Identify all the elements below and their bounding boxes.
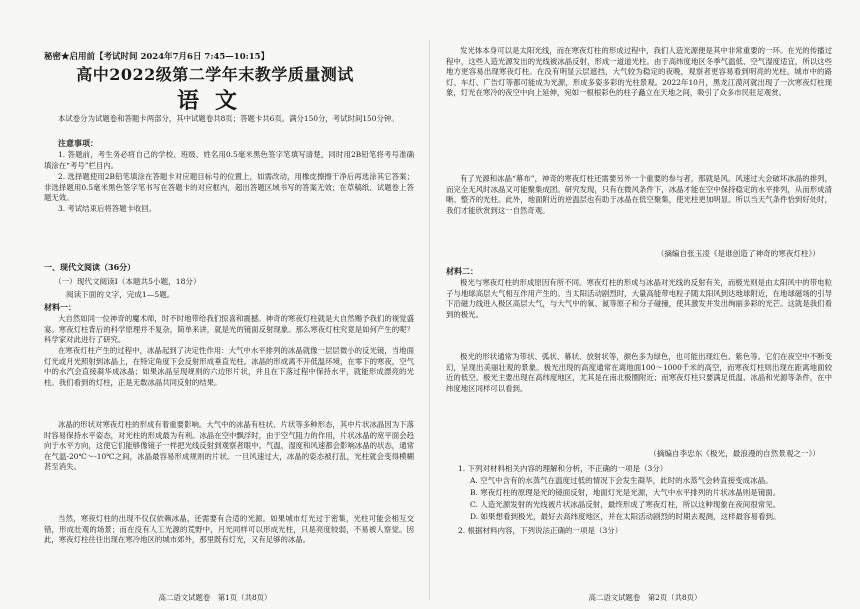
- notice-title: 注意事项：: [58, 138, 98, 148]
- exam-title: 高中2022级第二学年末教学质量测试: [76, 65, 354, 84]
- question-1-option-a: A. 空气中含有的水蒸气在温度过低的情况下会发生凝华，此时的水蒸气会转直接变成冰晶。: [470, 476, 773, 485]
- material-two-label: 材料二：: [446, 266, 478, 276]
- left-paragraph-1: 大自然如同一位神奇的魔术师，时不时地带给我们惊喜和震撼。神奇的寒夜灯柱就是大自然赐予我们的视觉盛宴。寒夜灯柱背后的科学原理并不复杂，简单来讲，就是光的镜面反射现象。那么寒夜灯柱究竟是如何产生的呢？科学家对此进行了研究。: [44, 314, 414, 345]
- question-1-option-b: B. 寒夜灯柱的原理是光的镜面反射，地面灯光是光源，大气中水平排列的片状冰晶则是镜面。: [470, 488, 781, 497]
- right-paragraph-4: 极光的形状通常为带状、弧状、幕状、放射状等，颜色多为绿色，也可能出现红色、紫色等。它们在夜空中不断变幻，呈现出美丽壮观的景象。极光出现的高度通常在离地面100～1000千米的高空，而寒夜灯柱则出现在距离地面较近的低空。极光主要出现在高纬度地区，尤其是在南北极圈附近；而寒夜灯柱只要满足低温、冰晶和光源等条件，在中纬度地区同样可以看到。: [446, 352, 832, 393]
- question-2: 2. 根据材料内容，下列说法正确的一项是（3分）: [458, 526, 623, 535]
- left-paragraph-3: 冰晶的形状对寒夜灯柱的形成有着重要影响。大气中的冰晶有柱状、片状等多种形态，其中片状冰晶因为下落时容易保持水平姿态，对光柱的形成最为有利。冰晶在空中飘浮时，由于空气阻力的作用，片状冰晶的宽平面会趋向于水平方向，这使它们能够像镜子一样把光线反射到观察者眼中。气温、湿度和风速都会影响冰晶的状态，通常在气温-20℃～-10℃之间，冰晶最容易形成规则的片状。一旦风速过大，冰晶的姿态被打乱，光柱就会变得模糊甚至消失。: [44, 420, 414, 472]
- right-paragraph-1: 发光体本身可以是太阳光线，而在寒夜灯柱的形成过程中，我们人造光源便是其中非常重要的一环。在光的传播过程中，这些人造光源发出的光线被冰晶反射，形成一道道光柱。由于高纬度地区冬季气温低、空气湿度适宜，所以这些地方更容易出现寒夜灯柱。在没有明显云层遮挡，大气较为稳定的夜晚，观察者更容易看到明亮的光柱。城市中的路灯、车灯、广告灯等都可能成为光源，形成多姿多彩的光柱景观。2022年10月，黑龙江漠河就出现了一次寒夜灯柱现象，灯光在寒冷的夜空中向上延伸，宛如一根根彩色的柱子矗立在天地之间，吸引了众多市民驻足观赏。: [446, 46, 832, 98]
- source-credit-1: （摘编自张玉凌《是谁创造了神奇的寒夜灯柱》）: [656, 249, 820, 258]
- question-1-option-c: C. 人造光源发射的光线被片状冰晶反射，最终形成了寒夜灯柱，所以这种现象在夜间很常见。: [470, 500, 781, 509]
- page-footer-2: 高二语文试题卷 第2页（共8页）: [588, 593, 702, 602]
- question-1: 1. 下列对材料相关内容的理解和分析，不正确的一项是（3分）: [458, 464, 668, 473]
- intro-text: 本试卷分为试题卷和答题卡两部分，其中试题卷共8页；答题卡共6页。满分150分，考试时间150分钟。: [58, 114, 399, 123]
- subject-title: 语文: [176, 88, 253, 114]
- page-footer-1: 高二语文试题卷 第1页（共8页）: [158, 593, 272, 602]
- material-one-label: 材料一：: [44, 302, 76, 312]
- notice-3: 3. 考试结束后将答题卡收回。: [58, 204, 157, 213]
- reading-instruction: 阅读下面的文字，完成1—5题。: [66, 290, 175, 299]
- notice-1: 1. 答题前，考生务必将自己的学校、班级、姓名用0.5毫米黑色签字笔填写清楚，同时用2B铅笔将考号准确填涂在“考号”栏目内。: [44, 150, 414, 170]
- right-page: [430, 0, 860, 609]
- left-paragraph-2: 在寒夜灯柱产生的过程中，冰晶起到了决定性作用：大气中水平排列的冰晶就像一层层微小的反光镜，当地面灯光或月光照射到冰晶上，在特定角度下会反射形成垂直光柱。冰晶的形成离不开低温环境，在零下的寒夜，空气中的水汽会直接凝华成冰晶；如果冰晶呈现规则的六边形片状，并且在下落过程中保持水平，就能形成漂亮的光柱。我们看到的灯柱，正是无数冰晶共同反射的结果。: [44, 346, 414, 387]
- source-credit-2: （摘编自李忠东《极光，最浪漫的自然景观之一》）: [649, 449, 820, 458]
- right-paragraph-2: 有了光源和冰晶“幕布”，神奇的寒夜灯柱还需要另外一个重要的参与者，那就是风。风速过大会破坏冰晶的排列，而完全无风时冰晶又可能聚集成团。研究发现，只有在微风条件下，冰晶才能在空中保持稳定的水平排列，从而形成清晰、整齐的光柱。此外，地面附近的逆温层也有助于冰晶在低空聚集，使光柱更加明显。所以当天气条件恰到好处时，我们才能欣赏到这一自然奇观。: [446, 174, 832, 215]
- section-title: 一、现代文阅读（36分）: [44, 262, 136, 272]
- question-1-option-d: D. 如果想看到极光，最好去高纬度地区，并在太阳活动剧烈的时期去观测，这样最容易看到。: [470, 512, 781, 521]
- subsection-title: （一）现代文阅读Ⅰ（本题共5小题，18分）: [54, 277, 201, 286]
- confidential-notice: 秘密★启用前【考试时间 2024年7月6日 7:45—10:15】: [44, 52, 270, 62]
- right-paragraph-3: 极光与寒夜灯柱的形成原因有所不同。寒夜灯柱的形成与冰晶对光线的反射有关，而极光则是由太阳风中的带电粒子与地球高层大气相互作用产生的。当太阳活动剧烈时，大量高能带电粒子随太阳风到达地球附近，在地球磁场的引导下沿磁力线进入极区高层大气，与大气中的氧、氮等原子和分子碰撞，使其激发并发出绚丽多彩的光芒。这就是我们看到的极光。: [446, 278, 832, 319]
- left-paragraph-4: 当然，寒夜灯柱的出现不仅仅依赖冰晶，还需要有合适的光源。如果城市灯光过于密集，光柱可能会相互交错，形成壮观的场景；而在没有人工光源的荒野中，月光同样可以形成光柱，只是亮度较弱，不易被人察觉。因此，寒夜灯柱往往出现在寒冷地区的城市郊外，那里既有灯光，又有足够的冰晶。: [44, 514, 414, 545]
- notice-2: 2. 选择题使用2B铅笔填涂在答题卡对应题目标号的位置上，如需改动，用橡皮擦擦干净后再选涂其它答案；非选择题用0.5毫米黑色签字笔书写在答题卡的对应框内，超出答题区域书写的答案无效；在草稿纸、试题卷上答题无效。: [44, 172, 414, 203]
